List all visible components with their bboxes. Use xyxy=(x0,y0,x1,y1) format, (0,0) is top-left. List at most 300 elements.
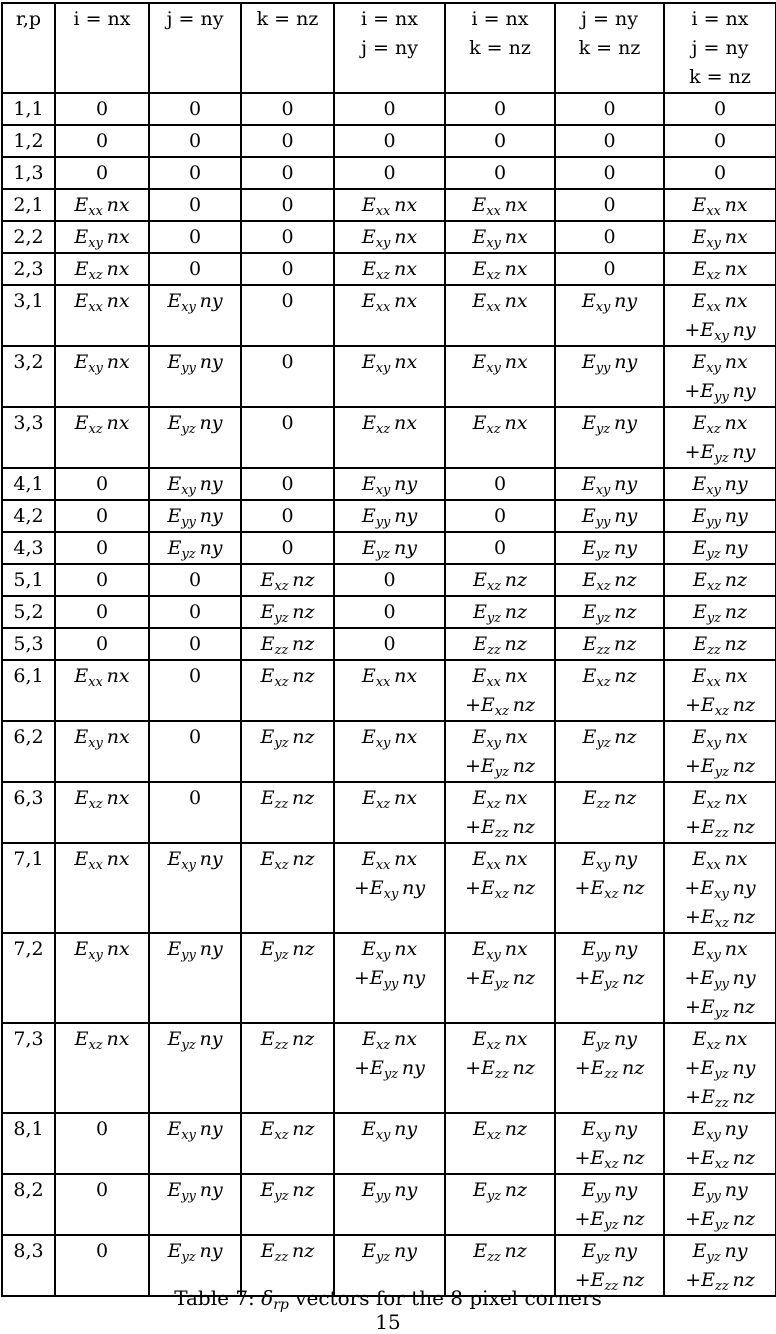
table-cell xyxy=(149,564,241,596)
row-index-cell xyxy=(2,1023,55,1113)
cell-line: $E_{xy}$ nx xyxy=(472,351,528,376)
table-row xyxy=(2,843,776,933)
table-cell xyxy=(664,500,776,532)
table-cell xyxy=(241,407,334,468)
table-cell xyxy=(445,1174,555,1235)
cell-line: $E_{yz}$ ny xyxy=(582,1240,637,1265)
column-header xyxy=(555,3,664,93)
table-cell xyxy=(149,782,241,843)
corner-vectors-table xyxy=(1,2,776,1297)
table-cell xyxy=(334,407,445,468)
cell-line: $E_{xy}$ nx xyxy=(692,938,748,963)
cell-line: $E_{yz}$ nz xyxy=(260,938,315,963)
cell-line: $E_{xz}$ nx xyxy=(362,787,417,812)
table-cell xyxy=(555,468,664,500)
table-cell xyxy=(555,660,664,721)
table-cell xyxy=(334,468,445,500)
cell-line: $+E_{xz}$ nz xyxy=(464,877,536,902)
cell-line: $E_{xy}$ nx xyxy=(361,351,418,376)
cell-line: 5,2 xyxy=(13,601,44,623)
cell-line: $E_{xz}$ nx xyxy=(692,258,748,283)
cell-line: $E_{yz}$ ny xyxy=(582,412,637,437)
table-row xyxy=(2,782,776,843)
cell-line: $E_{yy}$ ny xyxy=(692,1179,748,1204)
cell-line: $E_{xy}$ ny xyxy=(167,1118,223,1143)
table-row xyxy=(2,721,776,782)
table-cell xyxy=(664,125,776,157)
table-row xyxy=(2,660,776,721)
table-header-row xyxy=(2,3,776,93)
table-cell xyxy=(241,189,334,221)
table-cell xyxy=(149,253,241,285)
caption-symbol: $\delta_{rp}$ xyxy=(261,1286,289,1313)
cell-line: 0 xyxy=(603,226,616,248)
cell-line: 6,1 xyxy=(13,665,44,687)
table-cell xyxy=(55,407,149,468)
table-cell xyxy=(55,500,149,532)
cell-line: $+E_{zz}$ nz xyxy=(685,1269,755,1294)
table-cell xyxy=(55,468,149,500)
cell-line: $E_{zz}$ nz xyxy=(260,787,315,812)
table-cell xyxy=(149,1113,241,1174)
cell-line: $E_{xz}$ nx xyxy=(362,258,417,283)
cell-line: 7,2 xyxy=(13,938,44,960)
table-cell xyxy=(664,189,776,221)
table-cell xyxy=(149,660,241,721)
table-cell xyxy=(445,1023,555,1113)
cell-line: $E_{xz}$ nx xyxy=(74,787,130,812)
table-caption xyxy=(0,1286,776,1313)
table-cell xyxy=(445,532,555,564)
row-index-cell xyxy=(2,564,55,596)
cell-line: $E_{yz}$ ny xyxy=(692,537,748,562)
table-cell xyxy=(334,1113,445,1174)
table-cell xyxy=(149,407,241,468)
table-cell xyxy=(664,1113,776,1174)
cell-line: $E_{yy}$ ny xyxy=(167,505,223,530)
cell-line: $E_{xz}$ nz xyxy=(582,665,637,690)
cell-line: $E_{xx}$ nx xyxy=(361,194,418,219)
cell-line: $+E_{zz}$ nz xyxy=(465,816,535,841)
cell-line: $E_{zz}$ nz xyxy=(473,1240,527,1265)
table-cell xyxy=(445,1113,555,1174)
cell-line: $+E_{yz}$ ny xyxy=(354,1057,425,1082)
cell-line: $E_{xy}$ nx xyxy=(361,226,418,251)
row-index-cell xyxy=(2,189,55,221)
cell-line: 0 xyxy=(281,98,294,120)
cell-line: 4,2 xyxy=(13,505,44,527)
table-cell xyxy=(55,346,149,407)
cell-line: 2,2 xyxy=(13,226,44,248)
cell-line: 0 xyxy=(95,505,109,527)
cell-line: 0 xyxy=(493,98,507,120)
table-cell xyxy=(664,93,776,125)
cell-line: $E_{xz}$ nx xyxy=(692,1028,748,1053)
cell-line: $E_{xz}$ nz xyxy=(260,848,315,873)
table-cell xyxy=(664,1023,776,1113)
table-cell xyxy=(55,157,149,189)
cell-line: $E_{xy}$ nx xyxy=(361,726,418,751)
table-cell xyxy=(149,189,241,221)
table-cell xyxy=(555,346,664,407)
header-line: i = nx xyxy=(471,8,529,30)
cell-line: $E_{zz}$ nz xyxy=(260,1240,315,1265)
cell-line: 0 xyxy=(383,569,396,591)
cell-line: 0 xyxy=(188,633,202,655)
cell-line: $E_{xx}$ nx xyxy=(472,848,528,873)
cell-line: $E_{yz}$ nz xyxy=(692,601,748,626)
header-line: j = ny xyxy=(361,37,418,59)
table-cell xyxy=(445,721,555,782)
cell-line: $+E_{xy}$ ny xyxy=(684,877,756,902)
table-cell xyxy=(241,532,334,564)
cell-line: 0 xyxy=(603,130,616,152)
cell-line: 2,3 xyxy=(13,258,44,280)
column-header xyxy=(334,3,445,93)
table-cell xyxy=(149,1174,241,1235)
table-cell xyxy=(664,346,776,407)
table-cell xyxy=(445,221,555,253)
table-cell xyxy=(664,253,776,285)
table-cell xyxy=(334,532,445,564)
table-row xyxy=(2,189,776,221)
cell-line: 0 xyxy=(95,633,109,655)
table-row xyxy=(2,596,776,628)
table-row xyxy=(2,628,776,660)
row-index-cell xyxy=(2,933,55,1023)
table-cell xyxy=(555,1113,664,1174)
table-cell xyxy=(55,253,149,285)
cell-line: 0 xyxy=(603,162,616,184)
cell-line: 0 xyxy=(493,162,507,184)
table-cell xyxy=(334,346,445,407)
table-cell xyxy=(555,782,664,843)
table-cell xyxy=(664,628,776,660)
header-line: j = ny xyxy=(581,8,638,30)
row-index-cell xyxy=(2,346,55,407)
cell-line: 0 xyxy=(188,226,202,248)
row-index-cell xyxy=(2,1174,55,1235)
cell-line: $E_{zz}$ nz xyxy=(260,633,315,658)
table-cell xyxy=(55,628,149,660)
table-cell xyxy=(334,782,445,843)
cell-line: 0 xyxy=(281,258,294,280)
cell-line: $+E_{yz}$ ny xyxy=(684,1057,756,1082)
table-row xyxy=(2,285,776,346)
table-cell xyxy=(241,93,334,125)
cell-line: 0 xyxy=(188,162,202,184)
table-cell xyxy=(55,596,149,628)
cell-line: 0 xyxy=(383,162,396,184)
cell-line: $E_{yz}$ nz xyxy=(472,1179,528,1204)
cell-line: 3,1 xyxy=(13,290,44,312)
table-cell xyxy=(241,1113,334,1174)
table-cell xyxy=(445,189,555,221)
table-cell xyxy=(55,782,149,843)
table-cell xyxy=(241,125,334,157)
table-row xyxy=(2,564,776,596)
table-cell xyxy=(149,596,241,628)
cell-line: $E_{xy}$ ny xyxy=(581,473,638,498)
table-row xyxy=(2,253,776,285)
table-cell xyxy=(241,628,334,660)
column-header xyxy=(664,3,776,93)
cell-line: 0 xyxy=(188,98,202,120)
table-cell xyxy=(555,221,664,253)
cell-line: $E_{xy}$ nx xyxy=(74,938,130,963)
header-line: i = nx xyxy=(691,8,749,30)
table-cell xyxy=(334,500,445,532)
table-cell xyxy=(334,93,445,125)
cell-line: $E_{xz}$ nx xyxy=(692,787,748,812)
cell-line: 0 xyxy=(713,130,727,152)
cell-line: 5,1 xyxy=(13,569,44,591)
cell-line: 0 xyxy=(383,633,396,655)
cell-line: 0 xyxy=(188,601,202,623)
cell-line: 0 xyxy=(603,194,616,216)
cell-line: 0 xyxy=(493,505,507,527)
table-cell xyxy=(241,564,334,596)
cell-line: $E_{xx}$ nx xyxy=(74,848,130,873)
row-index-cell xyxy=(2,468,55,500)
cell-line: 4,3 xyxy=(13,537,44,559)
row-index-cell xyxy=(2,782,55,843)
cell-line: 0 xyxy=(95,473,109,495)
row-index-cell xyxy=(2,157,55,189)
cell-line: 0 xyxy=(188,130,202,152)
cell-line: $+E_{yy}$ ny xyxy=(684,967,756,992)
table-cell xyxy=(555,285,664,346)
cell-line: 0 xyxy=(95,1118,109,1140)
table-cell xyxy=(55,933,149,1023)
cell-line: 0 xyxy=(281,351,294,373)
cell-line: 8,1 xyxy=(13,1118,44,1140)
table-cell xyxy=(334,1023,445,1113)
table-cell xyxy=(664,221,776,253)
row-index-cell xyxy=(2,1113,55,1174)
table-cell xyxy=(445,468,555,500)
row-index-cell xyxy=(2,285,55,346)
cell-line: 0 xyxy=(188,194,202,216)
table-cell xyxy=(241,843,334,933)
table-cell xyxy=(664,564,776,596)
cell-line: 2,1 xyxy=(13,194,44,216)
table-cell xyxy=(55,221,149,253)
table-cell xyxy=(555,628,664,660)
cell-line: 0 xyxy=(95,569,109,591)
cell-line: $E_{yz}$ ny xyxy=(362,1240,417,1265)
table-cell xyxy=(241,221,334,253)
cell-line: 0 xyxy=(281,537,294,559)
table-cell xyxy=(149,500,241,532)
cell-line: $+E_{yz}$ nz xyxy=(684,1208,756,1233)
table-cell xyxy=(664,468,776,500)
table-cell xyxy=(445,93,555,125)
table-cell xyxy=(55,285,149,346)
cell-line: $E_{xx}$ nx xyxy=(74,665,130,690)
row-index-cell xyxy=(2,628,55,660)
caption-prefix: Table 7: xyxy=(174,1286,255,1310)
column-header xyxy=(2,3,55,93)
cell-line: $E_{yz}$ nz xyxy=(472,601,528,626)
cell-line: $+E_{xy}$ ny xyxy=(353,877,426,902)
cell-line: 0 xyxy=(95,537,109,559)
table-cell xyxy=(555,532,664,564)
row-index-cell xyxy=(2,253,55,285)
cell-line: 0 xyxy=(188,258,202,280)
table-cell xyxy=(149,125,241,157)
cell-line: 0 xyxy=(281,412,294,434)
cell-line: $E_{yy}$ ny xyxy=(581,938,638,963)
cell-line: $E_{xy}$ nx xyxy=(361,938,418,963)
table-cell xyxy=(334,721,445,782)
table-row xyxy=(2,125,776,157)
table-cell xyxy=(149,221,241,253)
cell-line: $+E_{xy}$ ny xyxy=(684,319,756,344)
cell-line: 0 xyxy=(95,601,109,623)
table-cell xyxy=(241,721,334,782)
cell-line: 0 xyxy=(713,162,727,184)
cell-line: $E_{xx}$ nx xyxy=(472,665,528,690)
cell-line: $E_{xx}$ nx xyxy=(472,194,528,219)
caption-text: vectors for the 8 pixel corners xyxy=(295,1286,602,1310)
cell-line: $E_{yy}$ ny xyxy=(581,505,638,530)
table-cell xyxy=(334,933,445,1023)
cell-line: $E_{yy}$ ny xyxy=(361,1179,418,1204)
table-cell xyxy=(445,782,555,843)
cell-line: $+E_{yz}$ nz xyxy=(464,755,536,780)
cell-line: $+E_{yz}$ nz xyxy=(684,996,756,1021)
cell-line: $+E_{xz}$ nz xyxy=(574,1147,645,1172)
table-cell xyxy=(149,721,241,782)
cell-line: $E_{yy}$ ny xyxy=(167,938,223,963)
column-header xyxy=(445,3,555,93)
cell-line: $E_{xz}$ nz xyxy=(692,569,748,594)
table-cell xyxy=(555,253,664,285)
cell-line: $E_{xx}$ nx xyxy=(361,290,418,315)
table-cell xyxy=(241,157,334,189)
cell-line: $E_{yz}$ ny xyxy=(362,537,417,562)
table-cell xyxy=(241,500,334,532)
cell-line: $E_{xy}$ nx xyxy=(692,226,748,251)
table-cell xyxy=(445,843,555,933)
column-header xyxy=(55,3,149,93)
cell-line: 6,3 xyxy=(13,787,44,809)
table-cell xyxy=(55,1113,149,1174)
row-index-cell xyxy=(2,532,55,564)
table-cell xyxy=(555,407,664,468)
cell-line: $E_{xy}$ ny xyxy=(692,1118,748,1143)
cell-line: 1,3 xyxy=(13,162,44,184)
table-cell xyxy=(664,596,776,628)
table-cell xyxy=(555,721,664,782)
table-cell xyxy=(149,285,241,346)
table-cell xyxy=(55,93,149,125)
table-cell xyxy=(149,933,241,1023)
cell-line: $E_{xz}$ nx xyxy=(74,412,130,437)
header-line: k = nz xyxy=(469,37,531,59)
cell-line: $E_{yy}$ ny xyxy=(581,351,638,376)
cell-line: $+E_{xz}$ nz xyxy=(574,877,645,902)
table-cell xyxy=(241,660,334,721)
table-cell xyxy=(445,500,555,532)
table-cell xyxy=(664,157,776,189)
header-line: i = nx xyxy=(73,8,131,30)
table-cell xyxy=(664,407,776,468)
cell-line: 5,3 xyxy=(13,633,44,655)
table-row xyxy=(2,157,776,189)
cell-line: $E_{yy}$ ny xyxy=(167,1179,223,1204)
cell-line: $E_{yz}$ ny xyxy=(582,1028,637,1053)
cell-line: $E_{xz}$ nz xyxy=(260,1118,315,1143)
table-cell xyxy=(555,125,664,157)
table-cell xyxy=(445,407,555,468)
cell-line: 0 xyxy=(95,1179,109,1201)
cell-line: $E_{xy}$ nx xyxy=(692,351,748,376)
cell-line: 0 xyxy=(95,98,109,120)
cell-line: $E_{xy}$ ny xyxy=(167,290,223,315)
table-cell xyxy=(149,346,241,407)
cell-line: $E_{yy}$ ny xyxy=(361,505,418,530)
row-index-cell xyxy=(2,660,55,721)
table-cell xyxy=(241,782,334,843)
cell-line: $E_{xx}$ nx xyxy=(361,665,418,690)
column-header xyxy=(149,3,241,93)
cell-line: 0 xyxy=(281,162,294,184)
cell-line: $E_{xz}$ nx xyxy=(472,787,528,812)
table-cell xyxy=(334,189,445,221)
table-row xyxy=(2,1113,776,1174)
cell-line: $E_{xx}$ nx xyxy=(74,290,130,315)
cell-line: $E_{yz}$ ny xyxy=(582,537,637,562)
table-cell xyxy=(445,285,555,346)
table-cell xyxy=(55,125,149,157)
cell-line: 0 xyxy=(95,130,109,152)
cell-line: $+E_{yz}$ nz xyxy=(684,755,756,780)
table-cell xyxy=(55,564,149,596)
table-cell xyxy=(445,628,555,660)
table-row xyxy=(2,407,776,468)
cell-line: 1,1 xyxy=(13,98,44,120)
cell-line: $E_{xz}$ nz xyxy=(472,1118,528,1143)
table-cell xyxy=(334,564,445,596)
cell-line: $E_{xx}$ nx xyxy=(692,848,748,873)
table-cell xyxy=(241,596,334,628)
cell-line: $E_{zz}$ nz xyxy=(582,787,637,812)
cell-line: 0 xyxy=(603,98,616,120)
cell-line: $E_{yy}$ ny xyxy=(167,351,223,376)
cell-line: 4,1 xyxy=(13,473,44,495)
cell-line: $E_{xx}$ nx xyxy=(692,194,748,219)
cell-line: $E_{xy}$ nx xyxy=(472,726,528,751)
cell-line: 0 xyxy=(383,98,396,120)
table-row xyxy=(2,933,776,1023)
cell-line: $+E_{yz}$ nz xyxy=(464,967,536,992)
cell-line: 7,1 xyxy=(13,848,44,870)
cell-line: $+E_{xz}$ nz xyxy=(684,694,756,719)
table-cell xyxy=(334,843,445,933)
row-index-cell xyxy=(2,721,55,782)
cell-line: 0 xyxy=(493,473,507,495)
table-cell xyxy=(334,253,445,285)
cell-line: 0 xyxy=(95,162,109,184)
cell-line: $E_{yz}$ nz xyxy=(260,601,315,626)
cell-line: $+E_{zz}$ nz xyxy=(574,1057,645,1082)
header-line: i = nx xyxy=(360,8,419,30)
cell-line: 3,2 xyxy=(13,351,44,373)
header-line: j = ny xyxy=(166,8,224,30)
cell-line: 0 xyxy=(493,130,507,152)
